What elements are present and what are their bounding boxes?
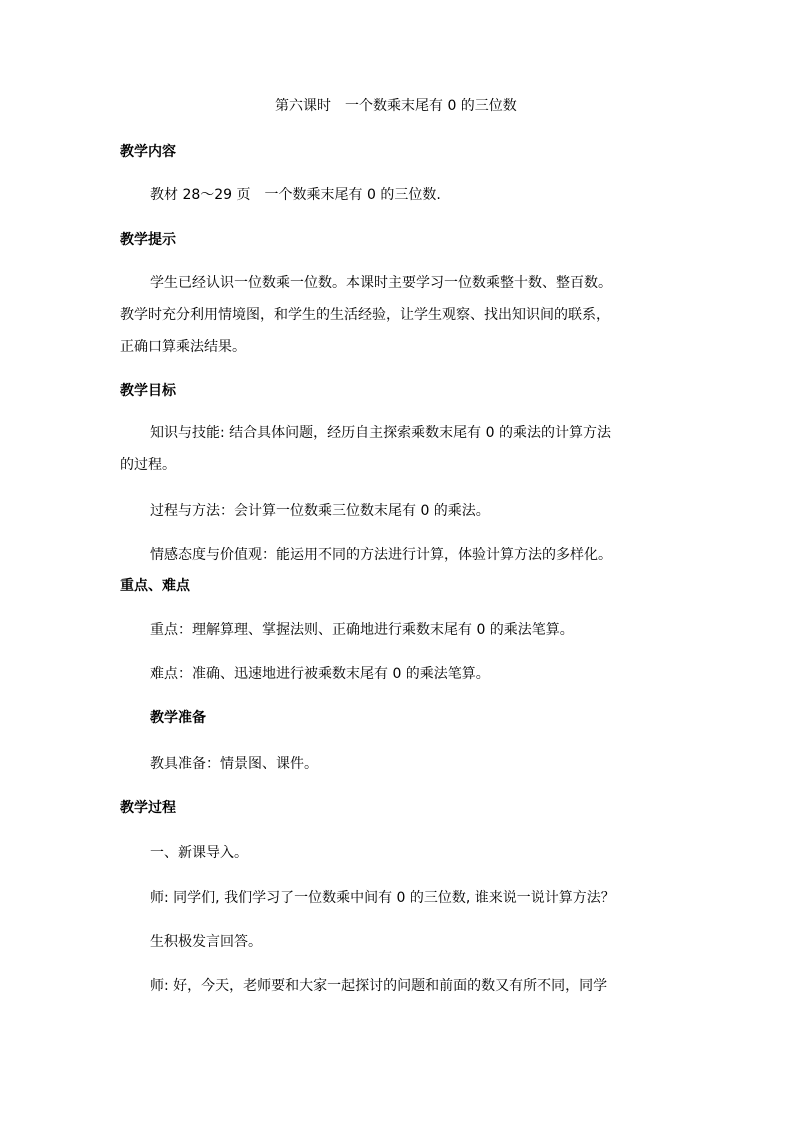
hint-paragraph-line-1: 学生已经认识一位数乘一位数。本课时主要学习一位数乘整十数、整百数。: [150, 275, 612, 291]
key-point-text: 重点：理解算理、掌握法则、正确地进行乘数末尾有 0 的乘法笔算。: [150, 622, 574, 638]
goal-knowledge-line-2: 的过程。: [120, 457, 176, 473]
teacher-line-2: 师: 好，今天，老师要和大家一起探讨的问题和前面的数又有所不同，同学: [150, 978, 608, 994]
page-title: 第六课时 一个数乘末尾有 0 的三位数: [275, 98, 517, 114]
student-line: 生积极发言回答。: [150, 934, 262, 950]
heading-teaching-process: 教学过程: [120, 800, 176, 816]
goal-process-method: 过程与方法：会计算一位数乘三位数末尾有 0 的乘法。: [150, 503, 490, 519]
goal-emotion-values: 情感态度与价值观：能运用不同的方法进行计算，体验计算方法的多样化。: [150, 547, 612, 563]
heading-teaching-goals: 教学目标: [120, 383, 176, 399]
prep-text: 教具准备：情景图、课件。: [150, 756, 318, 772]
difficult-point-text: 难点：准确、迅速地进行被乘数末尾有 0 的乘法笔算。: [150, 666, 490, 682]
heading-teaching-content: 教学内容: [120, 144, 176, 160]
teaching-content-text: 教材 28～29 页 一个数乘末尾有 0 的三位数.: [150, 187, 441, 203]
heading-key-difficult: 重点、难点: [120, 578, 190, 594]
heading-teaching-prep: 教学准备: [150, 710, 206, 726]
process-step-1: 一、新课导入。: [150, 845, 248, 861]
hint-paragraph-line-2: 教学时充分利用情境图，和学生的生活经验，让学生观察、找出知识间的联系，: [120, 307, 610, 323]
goal-knowledge-line-1: 知识与技能: 结合具体问题，经历自主探索乘数末尾有 0 的乘法的计算方法: [150, 425, 611, 441]
heading-teaching-hint: 教学提示: [120, 232, 176, 248]
teacher-line-1: 师: 同学们, 我们学习了一位数乘中间有 0 的三位数, 谁来说一说计算方法？: [150, 890, 615, 906]
hint-paragraph-line-3: 正确口算乘法结果。: [120, 339, 246, 355]
